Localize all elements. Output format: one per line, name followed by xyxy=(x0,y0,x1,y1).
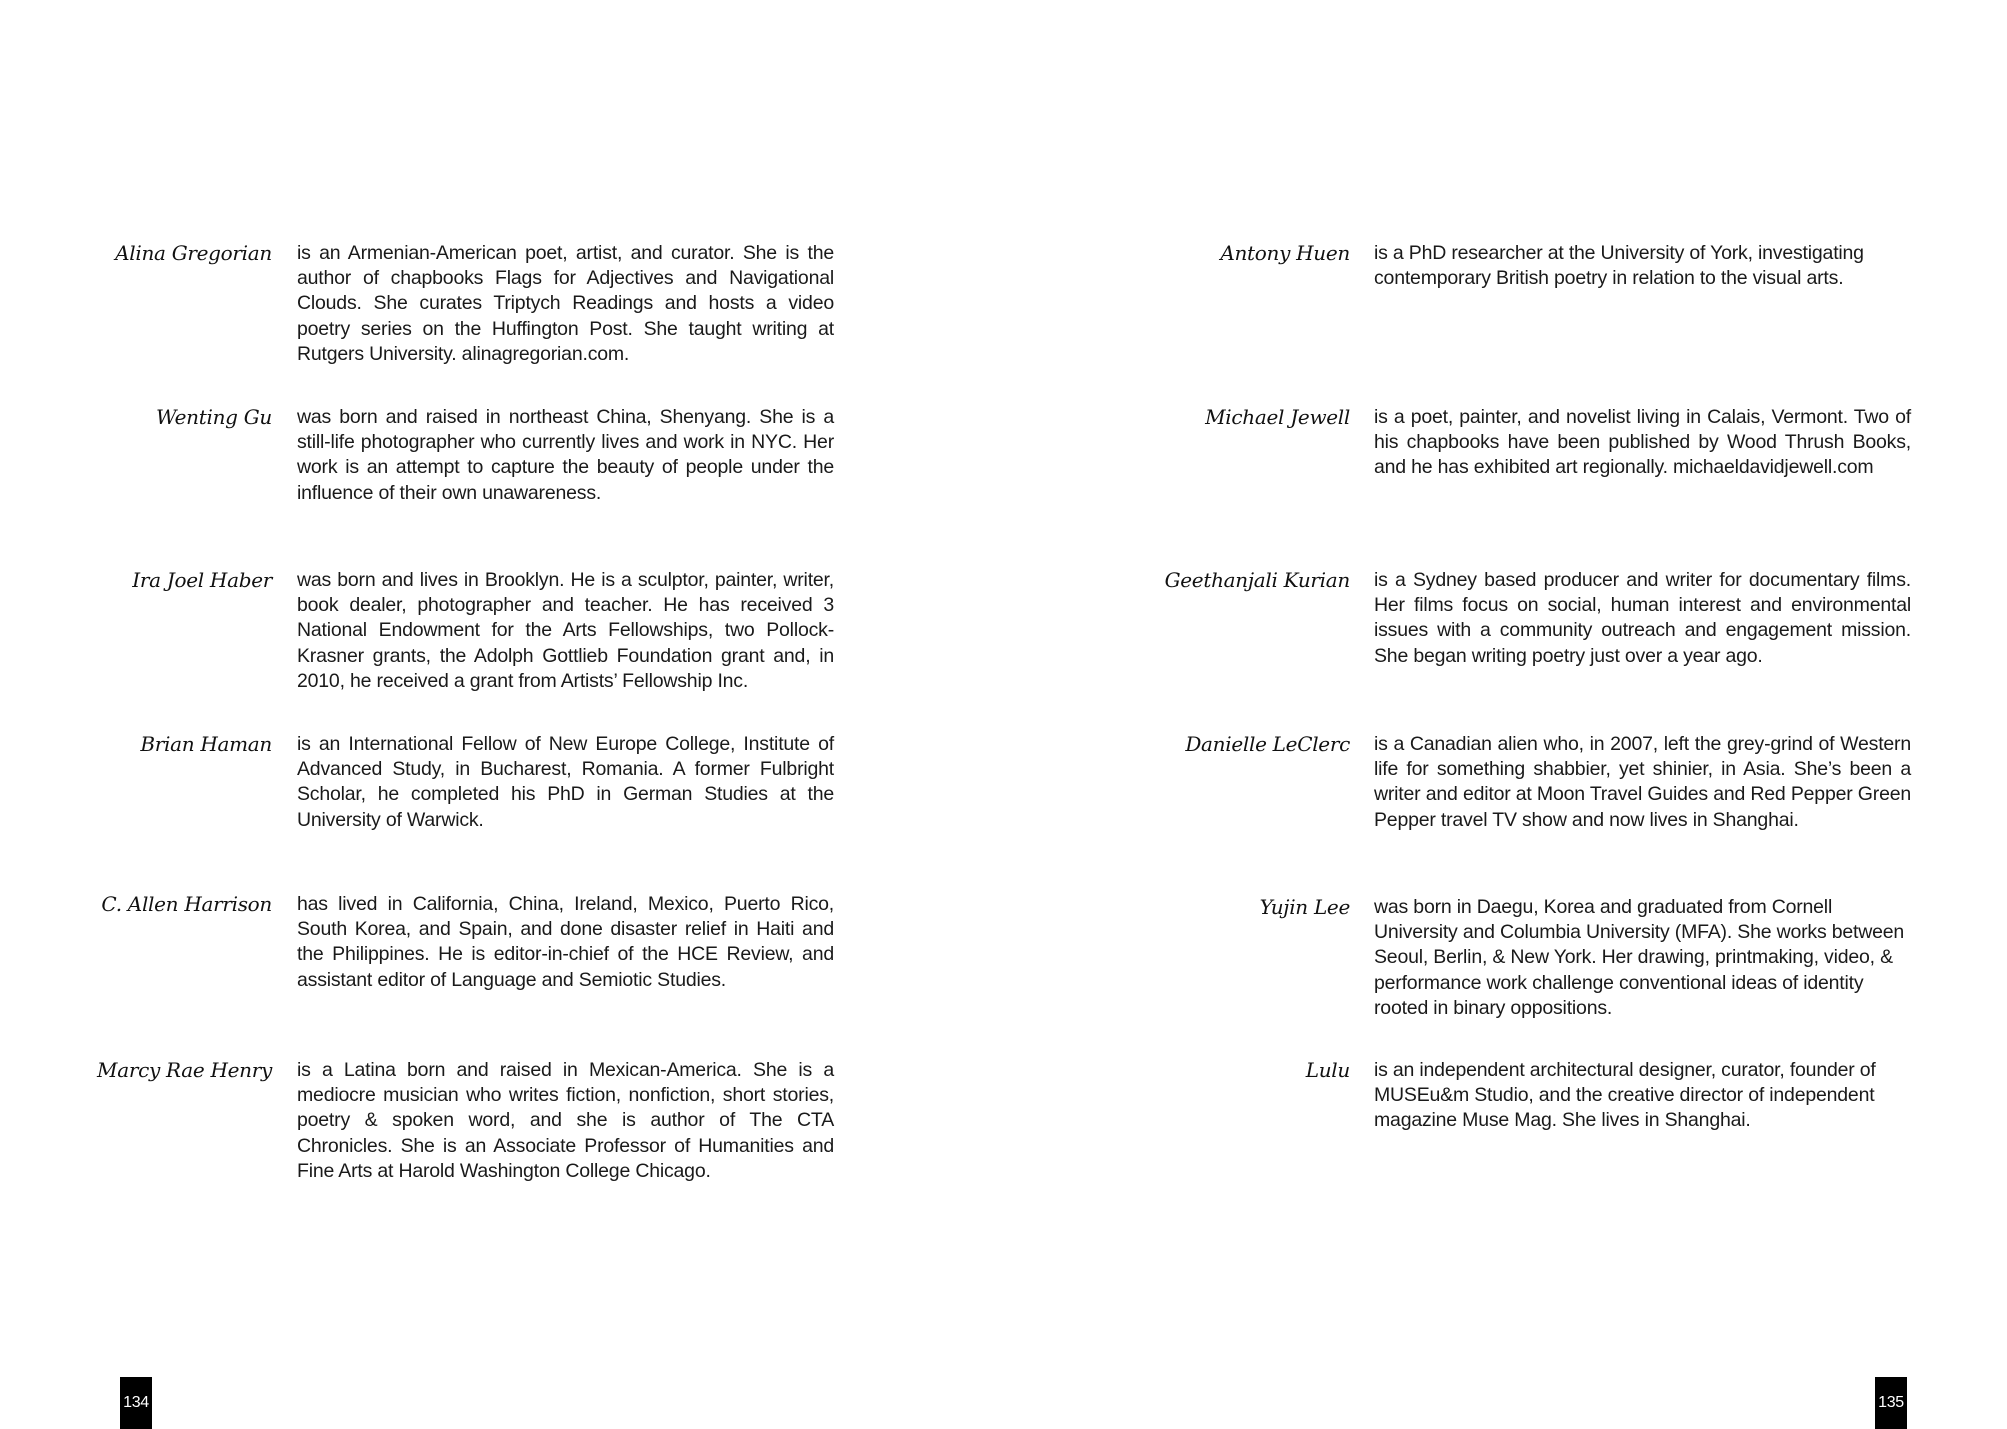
contributor-name-column xyxy=(1063,241,1350,271)
contributor-bio: is a Latina born and raised in Mexican-America. She is a mediocre musician who writes fiction, nonfiction, short stories, poetry & spoken word, and she is author of The CTA Chronicles. She is an Associate Professor of Humanities and Fine Arts at Harold Washington College Chicago. xyxy=(297,1059,834,1182)
contributor-bio: is an independent architectural designer, curator, founder of MUSEu&m Studio, and the creative director of independent magazine Muse Mag. She lives in Shanghai. xyxy=(1374,1059,1876,1132)
contributor-name: Antony Huen xyxy=(1220,241,1350,265)
contributor-entry xyxy=(0,732,1004,892)
contributor-name-column xyxy=(60,732,272,762)
contributor-entry xyxy=(1003,895,2007,1055)
contributor-name-column xyxy=(60,1058,272,1088)
contributor-entry xyxy=(0,1058,1004,1218)
contributor-bio: is an Armenian-American poet, artist, and curator. She is the author of chapbooks Flags for Adjectives and Navigational Clouds. She curates Triptych Readings and hosts a video poetry series on the Huffington Post. She taught writing at Rutgers University. alinagregorian.com. xyxy=(297,242,834,365)
contributor-name: Lulu xyxy=(1305,1058,1350,1082)
contributor-bio: is a poet, painter, and novelist living in Calais, Vermont. Two of his chapbooks have been published by Wood Thrush Books, and he has exhibited art regionally. michaeldavidjewell.com xyxy=(1374,406,1911,479)
contributor-bio: is a PhD researcher at the University of York, investigating contemporary British poetry in relation to the visual arts. xyxy=(1374,242,1864,290)
left-page xyxy=(0,0,1003,1417)
contributor-name-column xyxy=(60,241,272,271)
contributor-bio: was born and lives in Brooklyn. He is a sculptor, painter, writer, book dealer, photographer and teacher. He has received 3 National Endowment for the Arts Fellowships, two Pollock-Krasner grants, the Adolph Gottlieb Foundation grant and, in 2010, he received a grant from Artists’ Fellowship Inc. xyxy=(297,569,834,692)
contributor-name: Geethanjali Kurian xyxy=(1164,568,1350,592)
contributor-name-column xyxy=(1063,732,1350,762)
contributor-entry xyxy=(1003,405,2007,565)
contributor-name: Marcy Rae Henry xyxy=(97,1058,272,1082)
contributor-name-column xyxy=(60,568,272,598)
contributor-bio: has lived in California, China, Ireland, Mexico, Puerto Rico, South Korea, and Spain, and done disaster relief in Haiti and the Philippines. He is editor-in-chief of the HCE Review, and assistant editor of Language and Semiotic Studies. xyxy=(297,893,834,991)
contributor-name: Danielle LeClerc xyxy=(1185,732,1350,756)
contributor-name-column xyxy=(60,892,272,922)
contributor-entry xyxy=(1003,732,2007,892)
right-page xyxy=(1003,0,2007,1417)
contributor-name-column xyxy=(1063,568,1350,598)
contributor-name: C. Allen Harrison xyxy=(101,892,272,916)
contributor-entry xyxy=(1003,1058,2007,1218)
contributor-entry xyxy=(0,241,1004,401)
contributor-name-column xyxy=(1063,1058,1350,1088)
contributor-name-column xyxy=(1063,405,1350,435)
contributor-name: Alina Gregorian xyxy=(115,241,272,265)
contributor-name: Michael Jewell xyxy=(1205,405,1350,429)
contributor-name-column xyxy=(1063,895,1350,925)
contributor-bio: is a Canadian alien who, in 2007, left the grey-grind of Western life for something shabbier, yet shinier, in Asia. She’s been a writer and editor at Moon Travel Guides and Red Pepper Green Pepper travel TV show and now lives in Shanghai. xyxy=(1374,733,1911,831)
contributor-entry xyxy=(0,405,1004,565)
contributor-entry xyxy=(0,892,1004,1052)
contributor-entry xyxy=(0,568,1004,728)
contributor-name: Yujin Lee xyxy=(1259,895,1350,919)
contributor-name: Brian Haman xyxy=(140,732,272,756)
contributor-name: Wenting Gu xyxy=(156,405,272,429)
page-number: 134 xyxy=(120,1377,152,1429)
contributor-entry xyxy=(1003,241,2007,401)
contributor-bio: was born and raised in northeast China, Shenyang. She is a still-life photographer who currently lives and work in NYC. Her work is an attempt to capture the beauty of people under the influence of their own unawareness. xyxy=(297,406,834,504)
contributor-bio: was born in Daegu, Korea and graduated from Cornell University and Columbia University (MFA). She works between Seoul, Berlin, & New York. Her drawing, printmaking, video, & performance work challenge conventional ideas of identity rooted in binary oppositions. xyxy=(1374,896,1905,1019)
contributor-entry xyxy=(1003,568,2007,728)
contributor-bio: is an International Fellow of New Europe College, Institute of Advanced Study, in Bucharest, Romania. A former Fulbright Scholar, he completed his PhD in German Studies at the University of Warwick. xyxy=(297,733,834,831)
contributor-bio: is a Sydney based producer and writer for documentary films. Her films focus on social, human interest and environmental issues with a community outreach and engagement mission. She began writing poetry just over a year ago. xyxy=(1374,569,1911,667)
contributor-name: Ira Joel Haber xyxy=(132,568,272,592)
page-number: 135 xyxy=(1875,1377,1907,1429)
contributor-name-column xyxy=(60,405,272,435)
